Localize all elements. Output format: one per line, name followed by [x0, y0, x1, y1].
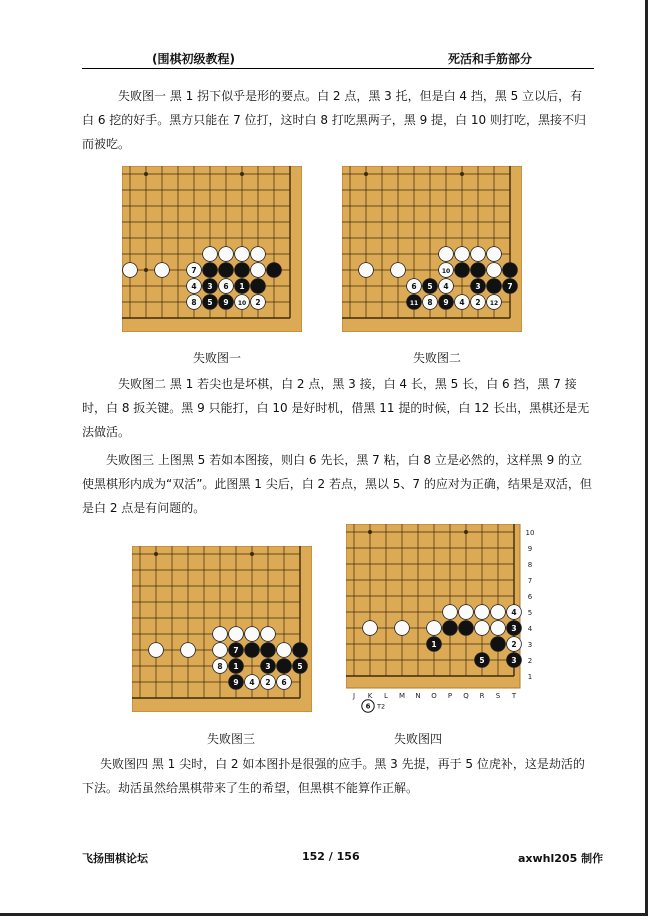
star-point — [250, 552, 254, 556]
stone-number: 7 — [233, 645, 239, 655]
black-stone — [203, 263, 218, 278]
white-stone — [439, 263, 454, 278]
black-stone — [245, 643, 260, 658]
white-stone — [181, 643, 196, 658]
ko-note-text: T2 — [377, 702, 386, 711]
header-section-title: 死活和手筋部分 — [447, 52, 532, 66]
stone-number: 4 — [459, 297, 465, 307]
column-coordinate: Q — [463, 692, 469, 700]
row-coordinate: 6 — [527, 593, 533, 601]
white-stone — [187, 295, 202, 310]
caption-fig1: 失败图一 — [193, 351, 242, 365]
stone-number: 5 — [207, 297, 213, 307]
stone-number: 4 — [443, 281, 449, 291]
white-stone — [475, 605, 490, 620]
stone-number: 12 — [489, 299, 499, 307]
go-board-fig3 — [132, 546, 312, 712]
stone-number: 4 — [191, 281, 197, 291]
star-point — [368, 530, 372, 534]
caption-fig2: 失败图二 — [413, 351, 462, 365]
stone-number: 10 — [237, 299, 247, 307]
footer-author: axwhl205 制作 — [518, 852, 604, 865]
black-stone — [455, 263, 470, 278]
white-stone — [395, 621, 410, 636]
star-point — [364, 172, 368, 176]
page-header — [82, 48, 594, 69]
black-stone — [277, 659, 292, 674]
white-stone — [471, 295, 486, 310]
white-stone — [229, 627, 244, 642]
white-stone — [443, 605, 458, 620]
black-stone — [471, 279, 486, 294]
row-coordinate: 3 — [527, 641, 533, 649]
column-coordinate: S — [495, 692, 501, 700]
white-stone — [245, 627, 260, 642]
black-stone — [443, 621, 458, 636]
stone-number: 4 — [511, 607, 517, 617]
black-stone — [261, 659, 276, 674]
stone-number: 1 — [233, 661, 239, 671]
black-stone — [203, 295, 218, 310]
black-stone — [503, 279, 518, 294]
white-stone — [455, 295, 470, 310]
footer-page-number: 152 / 156 — [302, 850, 360, 863]
black-stone — [293, 659, 308, 674]
stone-number: 1 — [431, 639, 437, 649]
black-stone — [487, 279, 502, 294]
white-stone — [407, 279, 422, 294]
white-stone — [187, 263, 202, 278]
white-stone — [359, 263, 374, 278]
stone-number: 6 — [223, 281, 229, 291]
white-stone — [203, 247, 218, 262]
footer-site: 飞扬围棋论坛 — [82, 852, 148, 865]
black-stone — [507, 653, 522, 668]
stone-number: 9 — [223, 297, 229, 307]
black-stone — [229, 643, 244, 658]
white-stone — [251, 295, 266, 310]
ko-note-stone: 6 — [365, 702, 371, 711]
column-coordinate: M — [398, 692, 406, 700]
black-stone — [229, 659, 244, 674]
stone-number: 2 — [265, 677, 271, 687]
stone-number: 8 — [217, 661, 223, 671]
white-stone — [213, 659, 228, 674]
black-stone — [507, 621, 522, 636]
white-stone — [251, 263, 266, 278]
row-coordinate: 2 — [527, 657, 533, 665]
column-coordinate: P — [447, 692, 453, 700]
black-stone — [407, 295, 422, 310]
black-stone — [261, 643, 276, 658]
stone-number: 11 — [409, 299, 419, 307]
stone-number: 7 — [507, 281, 513, 291]
white-stone — [245, 675, 260, 690]
paragraph-fig2: 失败图二 黑 1 若尖也是坏棋，白 2 点，黑 3 接，白 4 长，黑 5 长，白 6 挡，黑 7 接时，白 8 扳关键。黑 9 只能打，白 10 是好时机，借黑 11 提的时候，白 12 长出，黑棋还是无法做活。 — [82, 377, 590, 439]
white-stone — [123, 263, 138, 278]
white-stone — [261, 675, 276, 690]
white-stone — [487, 295, 502, 310]
stone-number: 9 — [233, 677, 239, 687]
black-stone — [459, 621, 474, 636]
white-stone — [235, 295, 250, 310]
black-stone — [439, 295, 454, 310]
white-stone — [487, 247, 502, 262]
stone-number: 3 — [511, 623, 517, 633]
white-stone — [439, 279, 454, 294]
star-point — [144, 172, 148, 176]
black-stone — [235, 263, 250, 278]
row-coordinate: 9 — [527, 545, 533, 553]
black-stone — [423, 279, 438, 294]
white-stone — [363, 621, 378, 636]
white-stone — [277, 675, 292, 690]
stone-number: 3 — [207, 281, 213, 291]
paragraph-fig1: 失败图一 黑 1 拐下似乎是形的要点。白 2 点，黑 3 托，但是白 4 挡，黑 5 立以后，有白 6 挖的好手。黑方只能在 7 位打，这时白 8 打吃黑两子，黑 9 提，白 10 则打吃，黑接不归而被吃。 — [82, 89, 586, 151]
row-coordinate: 4 — [527, 625, 533, 633]
go-board-fig4 — [346, 524, 536, 714]
header-book-title: (围棋初级教程) — [152, 52, 235, 66]
white-stone — [459, 605, 474, 620]
black-stone — [267, 263, 282, 278]
black-stone — [235, 279, 250, 294]
stone-number: 7 — [191, 265, 197, 275]
column-coordinate: T — [511, 692, 517, 700]
column-coordinate: O — [431, 692, 437, 700]
go-board-fig2 — [342, 166, 522, 332]
stone-number: 2 — [511, 639, 517, 649]
black-stone — [219, 263, 234, 278]
white-stone — [219, 279, 234, 294]
black-stone — [491, 637, 506, 652]
column-coordinate: N — [415, 692, 421, 700]
black-stone — [475, 653, 490, 668]
stone-number: 6 — [411, 281, 417, 291]
stone-number: 9 — [443, 297, 449, 307]
black-stone — [503, 263, 518, 278]
row-coordinate: 7 — [527, 577, 533, 585]
row-coordinate: 5 — [527, 609, 533, 617]
stone-number: 2 — [475, 297, 481, 307]
stone-number: 3 — [511, 655, 517, 665]
black-stone — [203, 279, 218, 294]
white-stone — [491, 621, 506, 636]
black-stone — [471, 263, 486, 278]
column-coordinate: J — [352, 692, 356, 700]
white-stone — [213, 627, 228, 642]
paragraph-fig3: 失败图三 上图黑 5 若如本图接，则白 6 先长，黑 7 粘，白 8 立是必然的，这样黑 9 的立使黑棋形内成为“双活”。此图黑 1 尖后，白 2 若点，黑以 5、7 的应对为正确，结果是双活，但是白 2 点是有问题的。 — [82, 453, 592, 515]
white-stone — [475, 621, 490, 636]
caption-fig4: 失败图四 — [394, 732, 443, 746]
column-coordinate: L — [384, 692, 388, 700]
white-stone — [507, 637, 522, 652]
black-stone — [229, 675, 244, 690]
ko-note — [362, 700, 385, 712]
black-stone — [293, 643, 308, 658]
white-stone — [487, 263, 502, 278]
star-point — [240, 172, 244, 176]
stone-number: 10 — [441, 267, 451, 275]
star-point — [460, 172, 464, 176]
white-stone — [423, 295, 438, 310]
stone-number: 4 — [249, 677, 255, 687]
white-stone — [439, 247, 454, 262]
white-stone — [149, 643, 164, 658]
white-stone — [235, 247, 250, 262]
stone-number: 6 — [281, 677, 287, 687]
stone-number: 3 — [475, 281, 481, 291]
row-coordinate: 10 — [525, 529, 535, 537]
row-coordinate: 8 — [527, 561, 533, 569]
row-coordinate: 1 — [527, 673, 533, 681]
star-point — [154, 552, 158, 556]
star-point — [464, 530, 468, 534]
white-stone — [507, 605, 522, 620]
black-stone — [251, 279, 266, 294]
stone-number: 3 — [265, 661, 271, 671]
white-stone — [187, 279, 202, 294]
stone-number: 1 — [239, 281, 245, 291]
white-stone — [471, 247, 486, 262]
white-stone — [391, 263, 406, 278]
white-stone — [277, 643, 292, 658]
column-coordinate: R — [479, 692, 485, 700]
black-stone — [427, 637, 442, 652]
white-stone — [261, 627, 276, 642]
white-stone — [455, 247, 470, 262]
go-board-fig1 — [122, 166, 302, 332]
stone-number: 8 — [427, 297, 433, 307]
paragraph-fig4: 失败图四 黑 1 尖时，白 2 如本图扑是很强的应手。黑 3 先提，再于 5 位虎补，这是劫活的下法。劫活虽然给黑棋带来了生的希望，但黑棋不能算作正解。 — [82, 757, 585, 795]
white-stone — [491, 605, 506, 620]
white-stone — [155, 263, 170, 278]
white-stone — [213, 643, 228, 658]
white-stone — [219, 247, 234, 262]
black-stone — [219, 295, 234, 310]
stone-number: 2 — [255, 297, 261, 307]
column-coordinate: K — [367, 692, 373, 700]
white-stone — [251, 247, 266, 262]
white-stone — [427, 621, 442, 636]
star-point — [144, 268, 148, 272]
caption-fig3: 失败图三 — [207, 732, 256, 746]
stone-number: 8 — [191, 297, 197, 307]
stone-number: 5 — [297, 661, 303, 671]
stone-number: 5 — [479, 655, 485, 665]
stone-number: 5 — [427, 281, 433, 291]
